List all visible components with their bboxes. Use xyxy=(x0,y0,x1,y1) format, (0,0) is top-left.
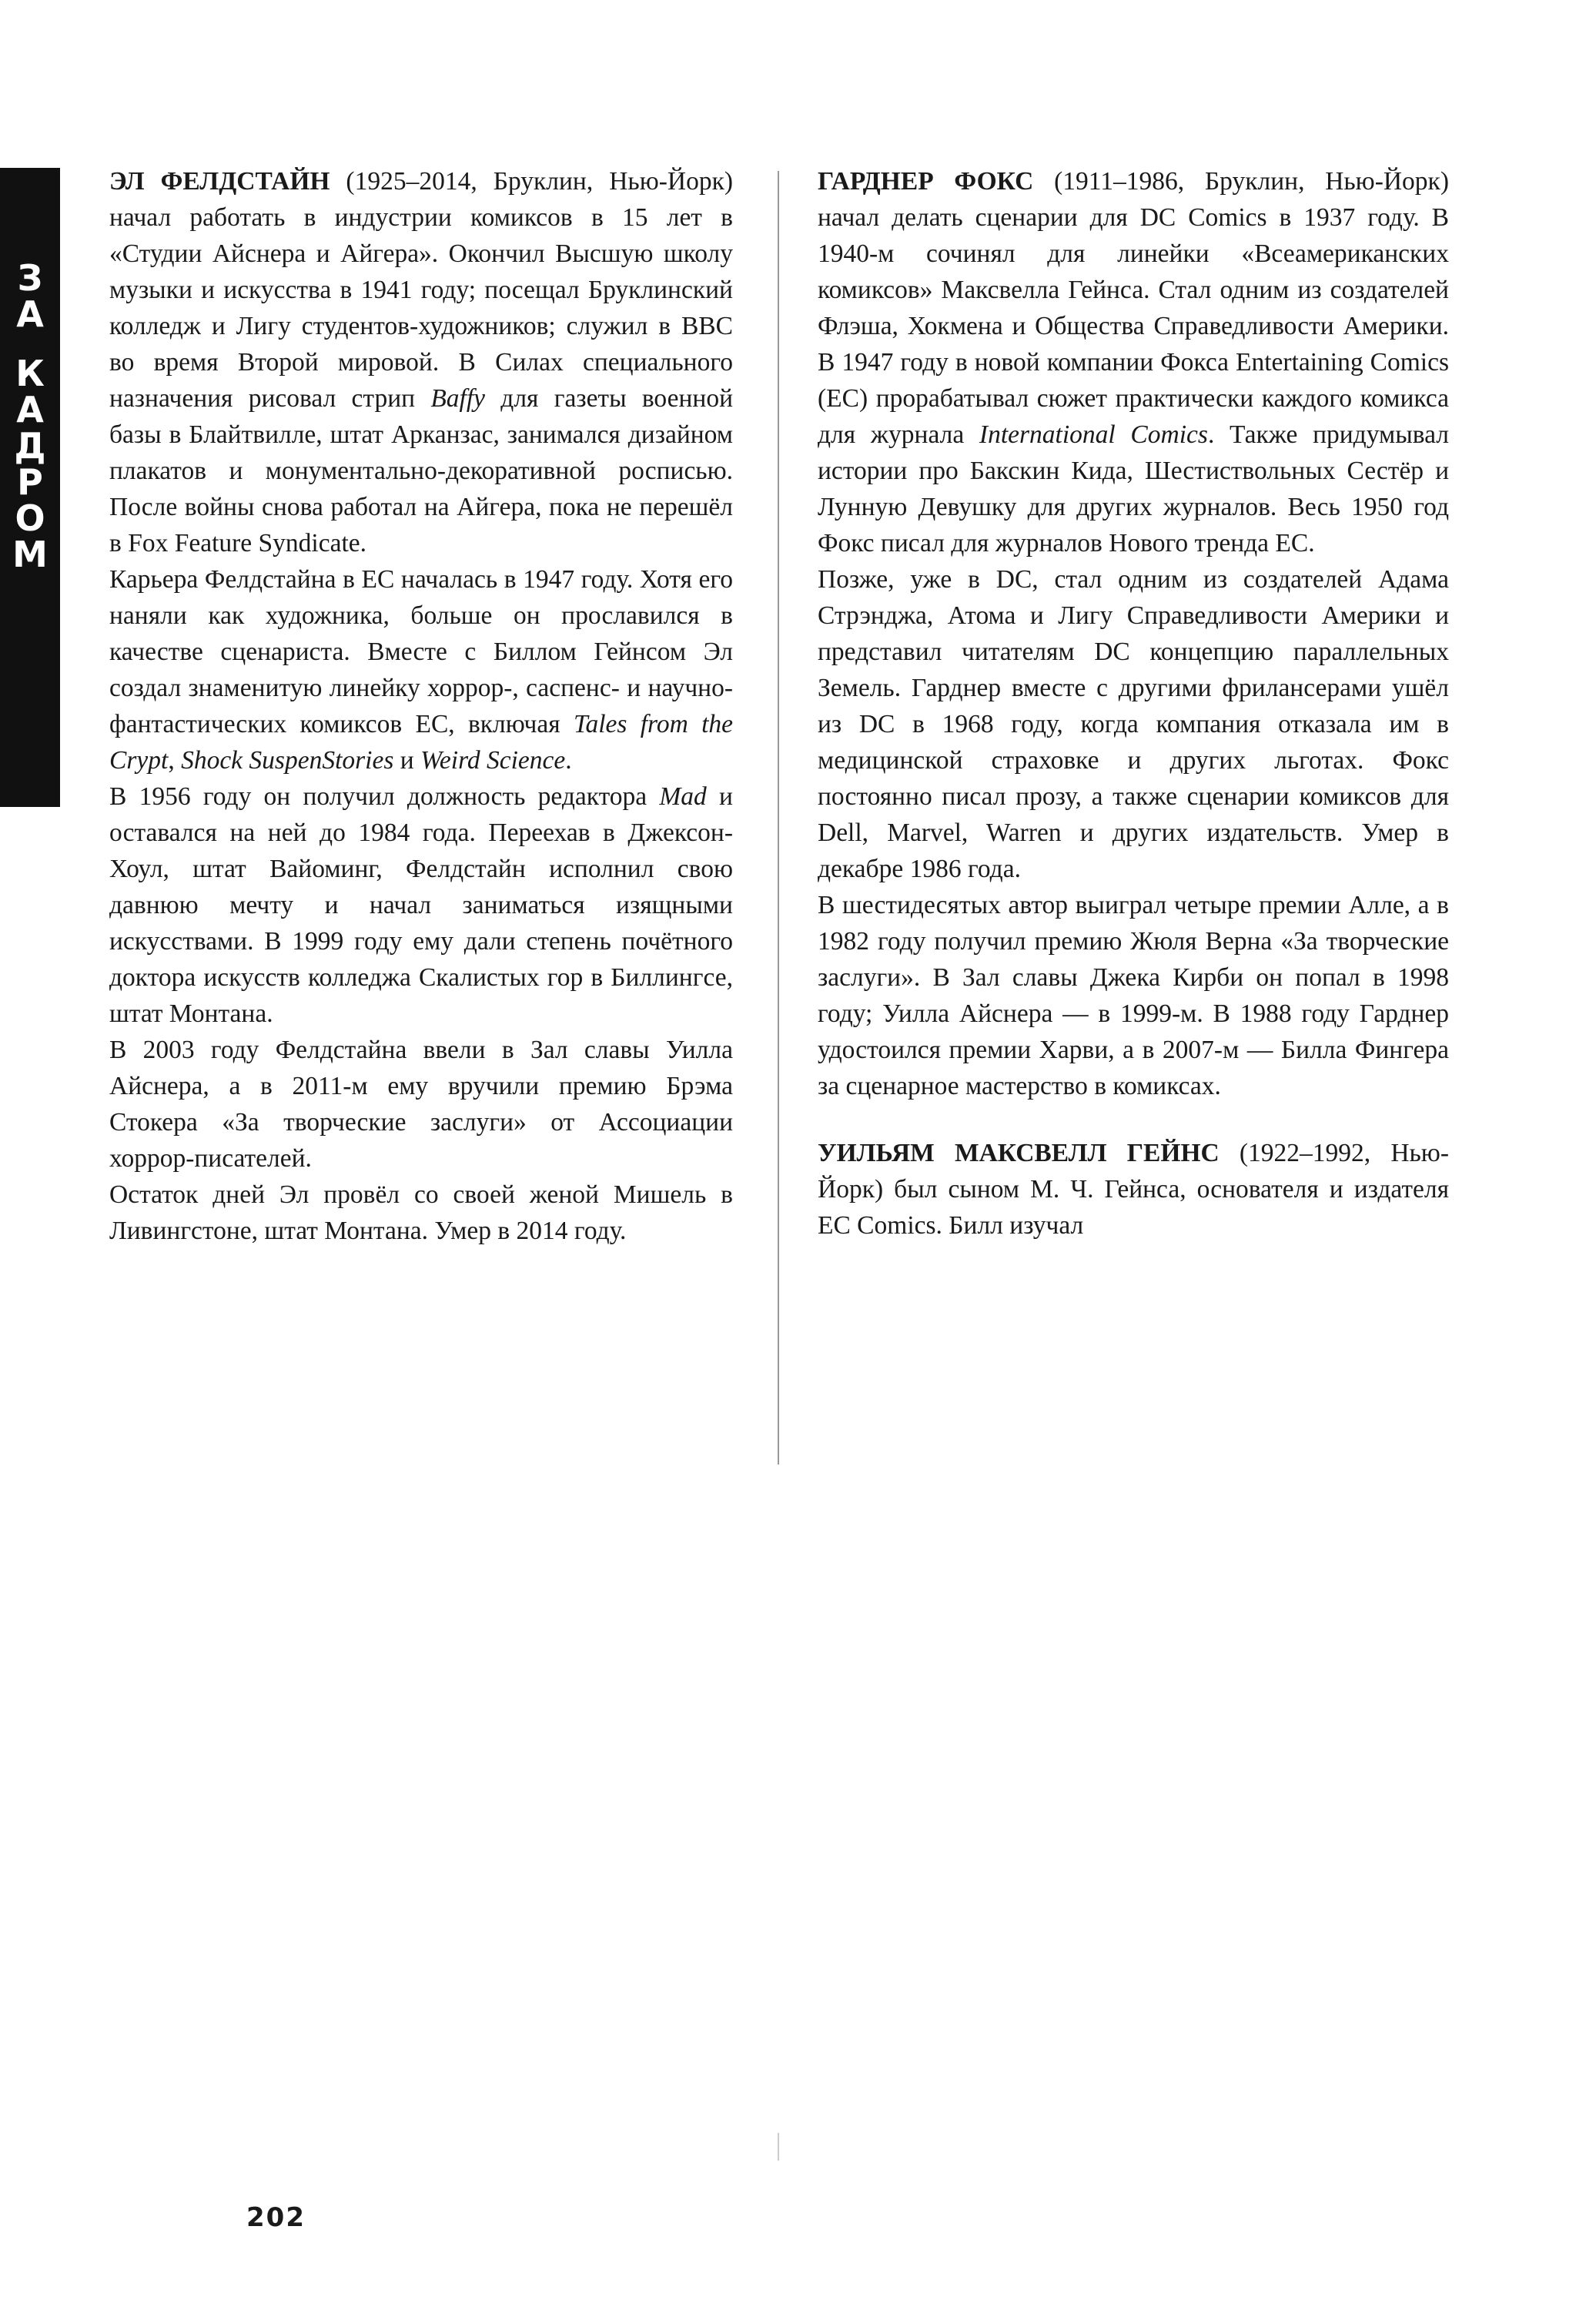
comic-title: Shock SuspenStories xyxy=(181,746,394,775)
page-number: 202 xyxy=(246,2202,306,2233)
magazine-title: Mad xyxy=(659,782,707,811)
feldstein-paragraph-5: Остаток дней Эл провёл со своей женой Мишель в Ливингстоне, штат Монтана. Умер в 2014 году. xyxy=(109,1180,733,1245)
feldstein-paragraph-3 xyxy=(109,778,733,1032)
gaines-paragraph-1 xyxy=(818,1135,1449,1244)
column-divider xyxy=(778,171,779,1465)
fox-paragraph-1 xyxy=(818,163,1449,561)
section-tab-letter: О xyxy=(15,497,45,539)
gaines-name: УИЛЬЯМ МАКСВЕЛЛ ГЕЙНС xyxy=(818,1139,1220,1167)
paragraph-text: . xyxy=(565,746,572,775)
left-column xyxy=(109,163,733,1249)
paragraph-text: и xyxy=(393,746,421,775)
feldstein-paragraph-4: В 2003 году Фелдстайна ввели в Зал славы Уилла Айснера, а в 2011-м ему вручили премию Брэма Стокера «За творческие заслуги» от Ассоциации хоррор-писателей. xyxy=(109,1036,733,1173)
paragraph-text: . Также придумывал истории про Бакскин Кида, Шестиствольных Сестёр и Лунную Девушку для других журналов. Весь 1950 год Фокс писал для журналов Нового тренда EC. xyxy=(818,420,1449,557)
baffy-title: Baffy xyxy=(430,384,486,413)
section-tab-letter: А xyxy=(16,293,44,335)
section-tab-letter: А xyxy=(16,389,44,430)
magazine-title: International Comics xyxy=(979,420,1208,449)
feldstein-name: ЭЛ ФЕЛДСТАЙН xyxy=(109,167,330,196)
paragraph-text: (1922–1992, Нью-Йорк) был сыном М. Ч. Гейнса, основателя и издателя EC Comics. Билл изучал xyxy=(818,1139,1449,1240)
section-tab-letter: К xyxy=(15,353,45,394)
paragraph-text: , xyxy=(168,746,182,775)
section-tab-letter: З xyxy=(17,257,43,299)
paragraph-text: В 1956 году он получил должность редактора xyxy=(109,782,660,811)
section-tab-letter: Д xyxy=(14,425,46,467)
right-column xyxy=(818,163,1449,1244)
paragraph-text: (1925–2014, Бруклин, Нью-Йорк) начал работать в индустрии комиксов в 15 лет в «Студии Айснера и Айгера». Окончил Высшую школу музыки и искусства в 1941 году; посещал Бруклинский колледж и Лигу студентов-художников; служил в ВВС во время Второй мировой. В Силах специального назначения рисовал стрип xyxy=(109,167,734,413)
section-tab-letter: Р xyxy=(17,461,43,503)
feldstein-paragraph-2 xyxy=(109,561,733,778)
paragraph-text: Карьера Фелдстайна в EC началась в 1947 году. Хотя его наняли как художника, больше он прославился в качестве сценариста. Вместе с Биллом Гейнсом Эл создал знаменитую линейку хоррор-, саспенс- и научно-фантастических комиксов EC, включая xyxy=(109,565,733,738)
paragraph-text: для газеты военной базы в Блайтвилле, штат Арканзас, занимался дизайном плакатов и монументально-декоративной росписью. После войны снова работал на Айгера, пока не перешёл в Fox Feature Syndicate. xyxy=(109,384,733,557)
fox-name: ГАРДНЕР ФОКС xyxy=(818,167,1034,196)
comic-title: Tales from the Crypt xyxy=(109,710,733,775)
section-tab xyxy=(0,168,60,807)
paragraph-text: (1911–1986, Бруклин, Нью-Йорк) начал делать сценарии для DC Comics в 1937 году. В 1940-м сочинял для линейки «Всеамериканских комиксов» Максвелла Гейнса. Стал одним из создателей Флэша, Хокмена и Общества Справедливости Америки. В 1947 году в новой компании Фокса Entertaining Comics (EC) прорабатывал сюжет практически каждого комикса для журнала xyxy=(818,167,1449,449)
fox-paragraph-3: В шестидесятых автор выиграл четыре премии Алле, а в 1982 году получил премию Жюля Верна «За творческие заслуги». В Зал славы Джека Кирби он попал в 1998 году; Уилла Айснера — в 1999-м. В 1988 году Гарднер удостоился премии Харви, а в 2007-м — Билла Фингера за сценарное мастерство в комиксах. xyxy=(818,891,1449,1100)
column-divider-mark xyxy=(778,2133,779,2161)
feldstein-paragraph-1 xyxy=(109,163,733,561)
section-tab-letter: М xyxy=(12,534,48,575)
comic-title: Weird Science xyxy=(420,746,566,775)
paragraph-text: и оставался на ней до 1984 года. Переехав в Джексон-Хоул, штат Вайоминг, Фелдстайн исполнил свою давнюю мечту и начал заниматься изящными искусствами. В 1999 году ему дали степень почётного доктора искусств колледжа Скалистых гор в Биллингсе, штат Монтана. xyxy=(109,782,733,1028)
fox-paragraph-2: Позже, уже в DC, стал одним из создателей Адама Стрэнджа, Атома и Лигу Справедливости Америки и представил читателям DC концепцию параллельных Земель. Гарднер вместе с другими фрилансерами ушёл из DC в 1968 году, когда компания отказала им в медицинской страховке и других льготах. Фокс постоянно писал прозу, а также сценарии комиксов для Dell, Marvel, Warren и других издательств. Умер в декабре 1986 года. xyxy=(818,565,1449,883)
